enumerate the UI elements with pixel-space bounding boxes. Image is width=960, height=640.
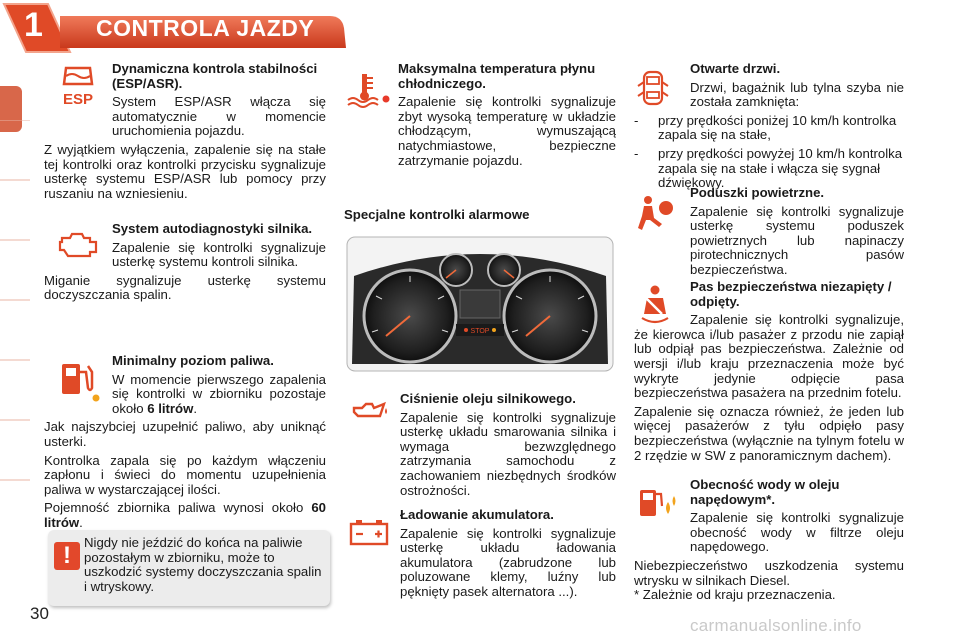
water-title: Obecność wody w oleju napędowym*. xyxy=(690,477,840,507)
footnote: * Zależnie od kraju przeznaczenia. xyxy=(634,587,836,602)
page-number: 30 xyxy=(30,604,49,623)
oil-title: Ciśnienie oleju silnikowego. xyxy=(400,391,576,406)
airbag-title: Poduszki powietrzne. xyxy=(690,185,825,200)
engine-paragraph-2: Miganie sygnalizuje usterkę systemu doczyszczania spalin. xyxy=(44,272,326,303)
doors-section xyxy=(634,62,904,191)
coolant-title: Maksymalna temperatura płynu chłodniczego. xyxy=(398,61,596,91)
water-paragraph-2: Niebezpieczeństwo uszkodzenia systemu wtrysku w silnikach Diesel. xyxy=(634,557,904,588)
fuel-paragraph-3: Kontrolka zapala się po każdym włączeniu zapłonu i świeci do momentu uzupełnienia paliwa w wystarczającej ilości. xyxy=(44,452,326,497)
fuel-section xyxy=(44,354,326,535)
watermark: carmanualsonline.info xyxy=(690,616,862,635)
battery-title: Ładowanie akumulatora. xyxy=(400,507,554,522)
esp-title: Dynamiczna kontrola stabilności (ESP/ASR). xyxy=(112,61,318,91)
doors-paragraph-1: Drzwi, bagażnik lub tylna szyba nie została zamknięta: xyxy=(690,79,904,110)
fuel-paragraph-1: W momencie pierwszego zapalenia się kontrolki w zbiorniku pozostaje około 6 litrów. xyxy=(112,371,326,416)
water-paragraph-1: Zapalenie się kontrolki sygnalizuje obecność wody w filtrze oleju napędowego. xyxy=(690,510,904,555)
esp-paragraph-2: Z wyjątkiem wyłączenia, zapalenie się na stałe tej kontrolki oraz kontrolki przycisku sygnalizuje usterkę systemu ESP/ASR lub pomocy przy ruszaniu na wzniesieniu. xyxy=(44,141,326,201)
doors-title: Otwarte drzwi. xyxy=(690,61,781,76)
airbag-section xyxy=(634,186,904,282)
seatbelt-paragraph-1: Zapalenie się kontrolki sygnalizuje, że kierowca i/lub pasażer z przodu nie zapiął lub odpiął pas bezpieczeństwa. Zależnie od wersji i/lub kraju przeznaczenia może być wykryte jedynie odpięcie pasa bezpieczeństwa pasażera na przednim fotelu. xyxy=(634,312,904,401)
oil-section xyxy=(344,392,616,502)
coolant-paragraph-1: Zapalenie się kontrolki sygnalizuje zbyt wysoką temperaturę w układzie chłodzącym, wymuszającą natychmiastowe, bezpieczne zatrzymanie pojazdu. xyxy=(398,94,616,168)
engine-paragraph-1: Zapalenie się kontrolki sygnalizuje usterkę systemu kontroli silnika. xyxy=(112,239,326,270)
seatbelt-section xyxy=(634,280,904,467)
warning-box xyxy=(48,530,330,606)
seatbelt-paragraph-2: Zapalenie się oznacza również, że jeden lub więcej pasażerów z tyłu odpięło pasy bezpieczeństwa (wyłącznie na tylnym fotelu w 2 rzędzie w SW z panoramicznym dachem). xyxy=(634,403,904,463)
airbag-paragraph-1: Zapalenie się kontrolki sygnalizuje usterkę systemu poduszek powietrznych lub napinaczy pirotechnicznych pasów bezpieczeństwa. xyxy=(690,203,904,277)
oil-paragraph-1: Zapalenie się kontrolki sygnalizuje usterkę układu smarowania silnika i wymaga bezwzględnego zatrzymania samochodu z zachowaniem niezbędnych środków ostrożności. xyxy=(400,409,616,498)
coolant-section xyxy=(330,62,616,172)
seatbelt-title: Pas bezpieczeństwa niezapięty / odpięty. xyxy=(690,279,892,309)
cluster-display-text: STOP xyxy=(470,328,490,335)
fuel-paragraph-4: Pojemność zbiornika paliwa wynosi około 60 litrów. xyxy=(44,500,326,530)
doors-bullet-1: - przy prędkości poniżej 10 km/h kontrolka zapala się na stałe, xyxy=(634,112,897,143)
section-heading: Specjalne kontrolki alarmowe xyxy=(344,207,530,222)
chapter-number: 1 xyxy=(24,6,43,44)
battery-section xyxy=(344,508,616,604)
engine-title: System autodiagnostyki silnika. xyxy=(112,221,313,236)
side-decoration xyxy=(0,120,32,540)
doors-bullet-2: - przy prędkości powyżej 10 km/h kontrolka zapala się na stałe i włącza się sygnał dźwiękowy. xyxy=(634,145,903,191)
engine-section xyxy=(44,222,326,307)
instrument-cluster-image xyxy=(346,236,614,372)
warning-text: Nigdy nie jeździć do końca na paliwie pozostałym w zbiorniku, może to uszkodzić systemy doczyszczania spalin i wtryskowy. xyxy=(84,535,322,594)
esp-icon-label: ESP xyxy=(62,91,94,108)
exclamation-icon: ! xyxy=(54,542,80,570)
battery-paragraph-1: Zapalenie się kontrolki sygnalizuje usterkę układu ładowania akumulatora (zabrudzone lub poluzowane klemy, luźny lub pęknięty pasek alternatora ...). xyxy=(400,525,616,599)
water-section xyxy=(634,478,904,592)
fuel-title: Minimalny poziom paliwa. xyxy=(112,353,274,368)
esp-paragraph-1: System ESP/ASR włącza się automatycznie w momencie uruchomienia pojazdu. xyxy=(112,94,326,139)
esp-section xyxy=(44,62,326,205)
page-title: CONTROLA JAZDY xyxy=(96,15,315,41)
fuel-paragraph-2: Jak najszybciej uzupełnić paliwo, aby uniknąć usterki. xyxy=(44,419,326,449)
